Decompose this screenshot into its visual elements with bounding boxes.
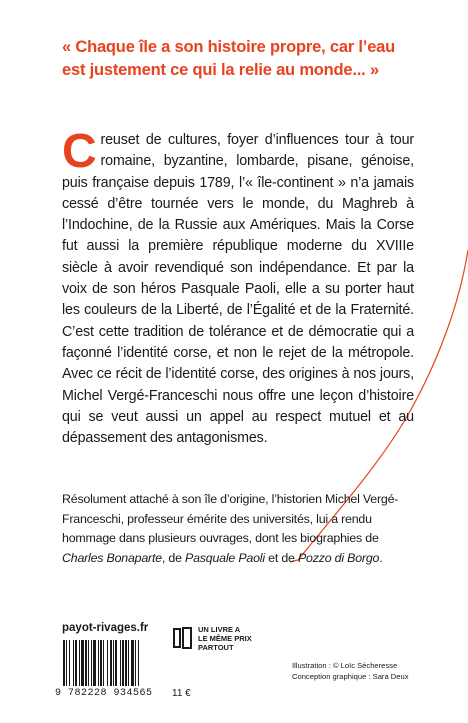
design-credit: Conception graphique : Sara Deux [292, 672, 409, 681]
credits [292, 660, 442, 682]
publisher-website: payot-rivages.fr [62, 622, 149, 634]
drop-cap: C [62, 125, 97, 178]
bio-text-1: Résolument attaché à son île d’origine, l’historien Michel Vergé-Franceschi, professeur émérite des universités, lui a rendu hommage dans plusieurs ouvrages, dont les biographies de [62, 492, 399, 545]
book-price: 11 € [172, 688, 191, 699]
isbn-number: 9 782228 934565 [55, 688, 153, 699]
barcode-icon [62, 640, 160, 686]
illustration-credit: Illustration : © Loïc Sécheresse [292, 661, 398, 670]
bio-text-4: . [379, 550, 383, 565]
epigraph-quote: « Chaque île a son histoire propre, car l’eau est justement ce qui la relie au monde... » [62, 38, 396, 79]
book-price-icon [172, 626, 194, 650]
book-title-pozzo-di-borgo: Pozzo di Borgo [297, 550, 380, 565]
main-description [62, 125, 414, 449]
book-title-charles-bonaparte: Charles Bonaparte [62, 550, 162, 565]
bio-text-2: , de [161, 550, 186, 565]
book-title-pasquale-paoli: Pasquale Paoli [185, 550, 265, 565]
main-description-text: reuset de cultures, foyer d’influences tour à tour romaine, byzantine, lombarde, pisane, génoise, puis française depuis 1789, l’« île-continent » n’a jamais cessé d’être tournée vers le monde, du Maghreb à l’Indochine, de la Russie aux Amériques. Mais la Corse fut aussi la première république moderne du XVIIIe siècle à avoir revendiqué son indépendance. Et par la voix de son héros Pasquale Paoli, elle a su porter haut les couleurs de la Liberté, de l’Égalité et de la Fraternité. C’est cette tradition de tolérance et de démocratie qui a façonné l’identité corse, et non le rejet de la métropole. Avec ce récit de l’identité corse, des origines à nos jours, Michel Vergé-Franceschi nous offre une leçon d’histoire qui se veut aussi un appel au respect mutuel et au dépassement des antagonismes. [62, 132, 414, 447]
same-price-label: UN LIVRE A LE MÊME PRIX PARTOUT [198, 625, 252, 652]
author-bio [62, 490, 420, 568]
bio-text-3: et de [264, 550, 298, 565]
